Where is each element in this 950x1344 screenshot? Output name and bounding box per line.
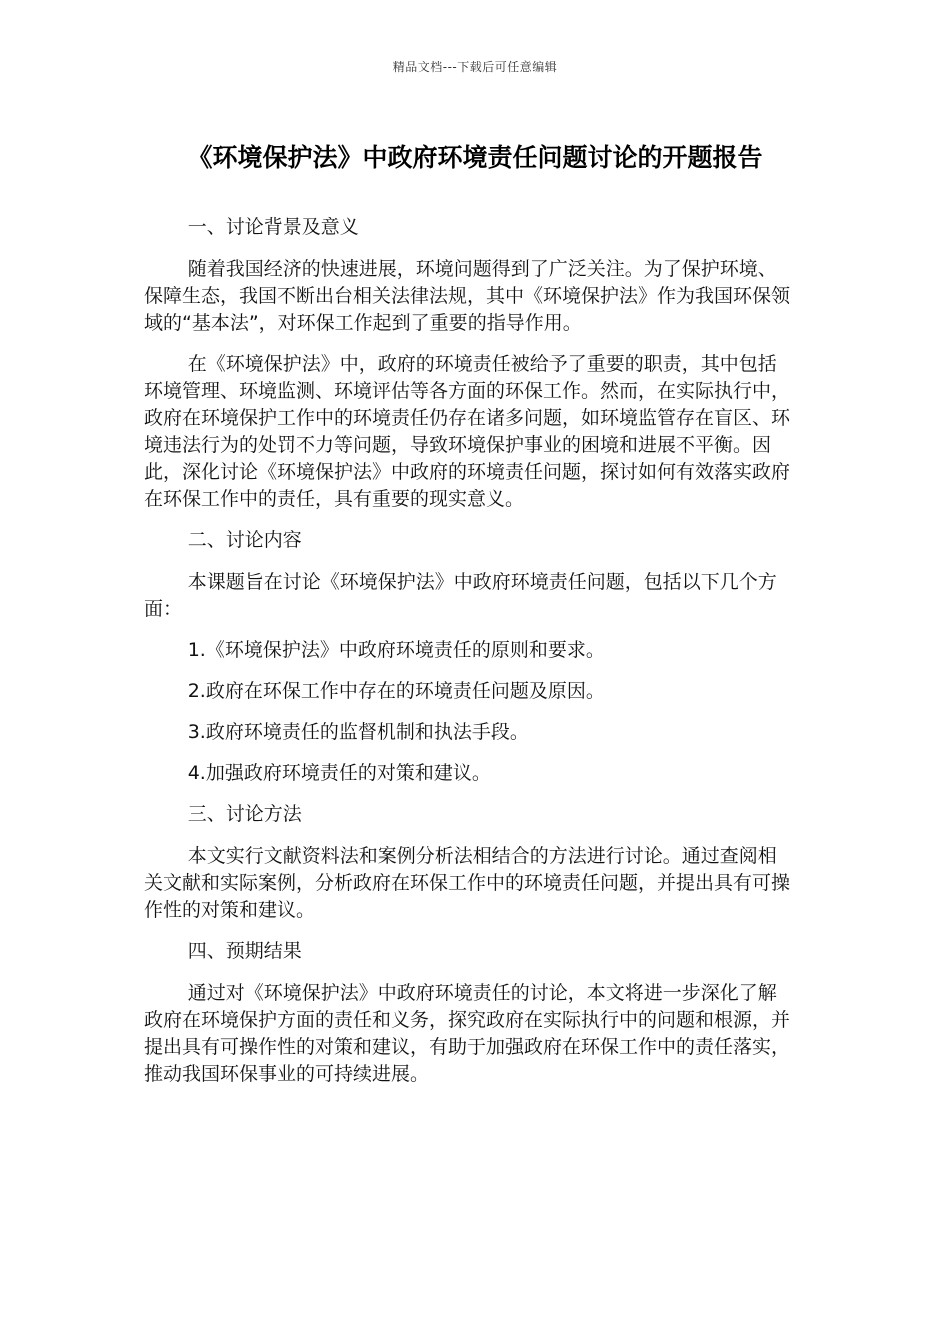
section-heading-content: 二、讨论内容 [187,529,302,551]
list-item: 2.政府在环保工作中存在的环境责任问题及原因。 [187,680,605,702]
section-heading-method: 三、讨论方法 [187,803,302,825]
paragraph: 随着我国经济的快速进展，环境问题得到了广泛关注。为了保护环境、保障生态，我国不断出台相关法律法规，其中《环境保护法》作为我国环保领域的“基本法”，对环保工作起到了重要的指导作用。 [144,258,791,334]
page-header: 精品文档---下载后可任意编辑 [392,60,558,74]
paragraph: 通过对《环境保护法》中政府环境责任的讨论，本文将进一步深化了解政府在环境保护方面的责任和义务，探究政府在实际执行中的问题和根源，并提出具有可操作性的对策和建议，有助于加强政府在环保工作中的责任落实，推动我国环保事业的可持续进展。 [144,982,791,1085]
document-title: 《环境保护法》中政府环境责任问题讨论的开题报告 [187,143,763,172]
paragraph: 在《环境保护法》中，政府的环境责任被给予了重要的职责，其中包括环境管理、环境监测、环境评估等各方面的环保工作。然而，在实际执行中，政府在环境保护工作中的环境责任仍存在诸多问题，如环境监管存在盲区、环境违法行为的处罚不力等问题，导致环境保护事业的困境和进展不平衡。因此，深化讨论《环境保护法》中政府的环境责任问题，探讨如何有效落实政府在环保工作中的责任，具有重要的现实意义。 [144,353,791,510]
list-item: 4.加强政府环境责任的对策和建议。 [187,762,491,784]
paragraph: 本文实行文献资料法和案例分析法相结合的方法进行讨论。通过查阅相关文献和实际案例，分析政府在环保工作中的环境责任问题，并提出具有可操作性的对策和建议。 [144,845,791,921]
list-item: 1.《环境保护法》中政府环境责任的原则和要求。 [187,639,605,661]
section-heading-background: 一、讨论背景及意义 [187,216,359,238]
paragraph: 本课题旨在讨论《环境保护法》中政府环境责任问题，包括以下几个方面： [144,571,777,620]
list-item: 3.政府环境责任的监督机制和执法手段。 [187,721,529,743]
document-body [144,214,794,1102]
section-heading-results: 四、预期结果 [187,940,302,962]
